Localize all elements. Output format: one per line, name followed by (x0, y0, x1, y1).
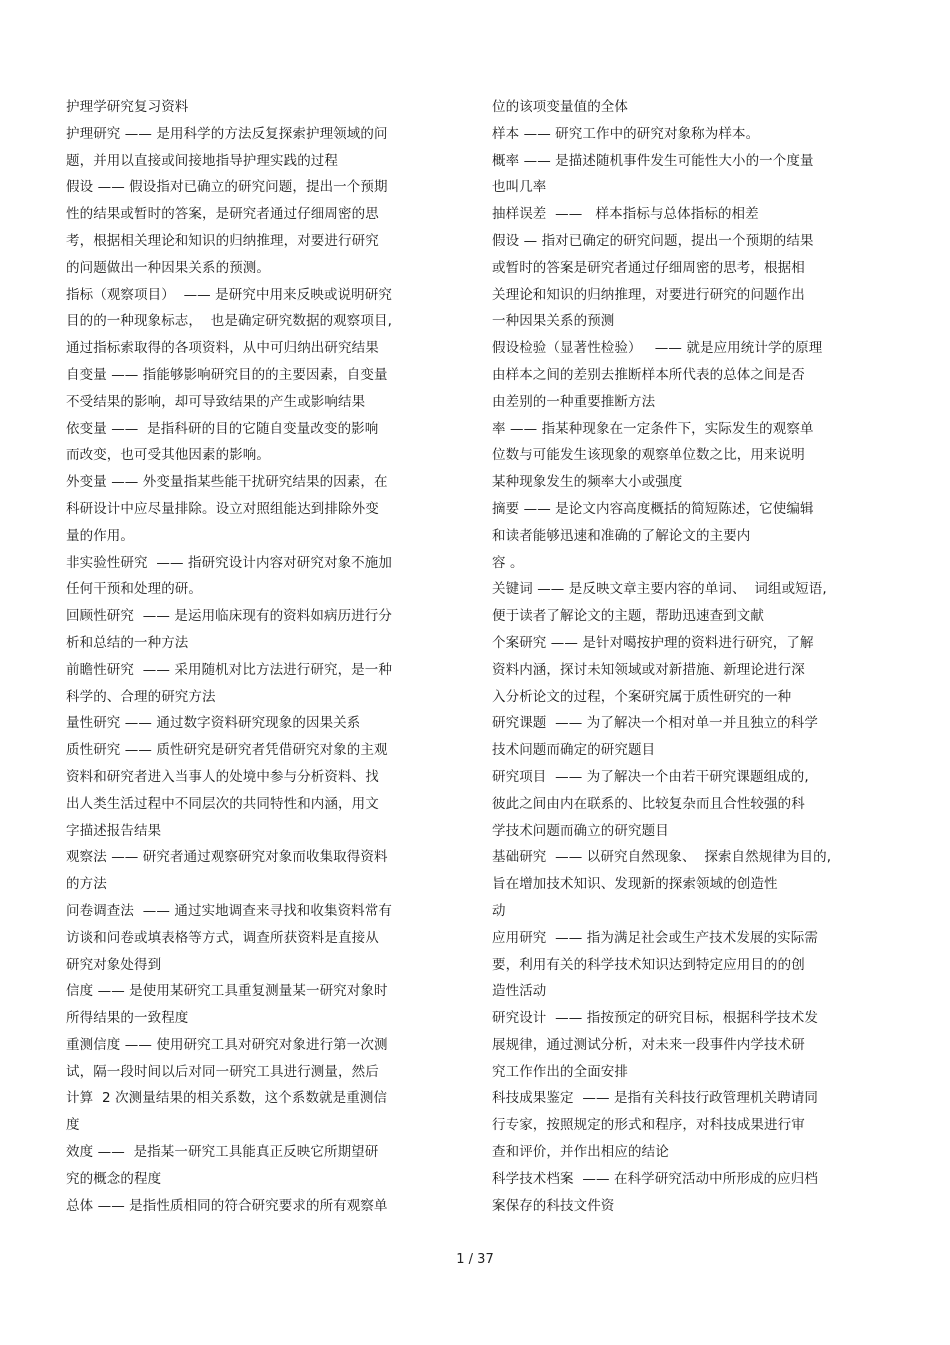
right-column-line: 位的该项变量值的全体 (492, 99, 628, 115)
right-column-line: 一种因果关系的预测 (492, 313, 615, 330)
right-column-line: 关理论和知识的归纳推理，对要进行研究的问题作出 (492, 286, 805, 303)
right-column-line: 查和评价，并作出相应的结论 (492, 1144, 669, 1161)
left-column-line: 前瞻性研究 —— 采用随机对比方法进行研究，是一种 (66, 661, 392, 678)
left-column-line: 量性研究 —— 通过数字资料研究现象的因果关系 (66, 715, 361, 732)
left-column-line: 依变量 —— 是指科研的目的它随自变量改变的影响 (66, 420, 379, 437)
right-column-line: 资料内涵，探讨未知领域或对新措施、新理论进行深 (492, 661, 805, 678)
left-text-column (66, 94, 436, 1219)
left-column-line: 的方法 (66, 876, 107, 893)
left-column-line: 题，并用以直接或间接地指导护理实践的过程 (66, 152, 338, 169)
page-number: 1 / 37 (456, 1252, 494, 1267)
left-column-line: 护理研究 —— 是用科学的方法反复探索护理领域的问 (66, 125, 388, 142)
left-column-line: 回顾性研究 —— 是运用临床现有的资料如病历进行分 (66, 608, 392, 625)
left-column-line: 自变量 —— 指能够影响研究目的的主要因素，自变量 (66, 366, 388, 383)
left-column-line: 指标（观察项目） —— 是研究中用来反映或说明研究 (66, 286, 392, 303)
right-column-line: 造性活动 (492, 983, 547, 1000)
left-column-line: 质性研究 —— 质性研究是研究者凭借研究对象的主观 (66, 742, 388, 759)
left-column-line: 试，隔一段时间以后对同一研究工具进行测量，然后 (66, 1063, 379, 1080)
right-column-line: 摘要 —— 是论文内容高度概括的简短陈述，它使编辑 (492, 500, 814, 517)
right-column-line: 科学技术档案 —— 在科学研究活动中所形成的应归档 (492, 1170, 818, 1187)
right-column-line: 由差别的一种重要推断方法 (492, 393, 656, 410)
left-column-line: 考，根据相关理论和知识的归纳推理，对要进行研究 (66, 232, 379, 249)
right-column-line: 容 。 (492, 554, 524, 571)
left-column-line: 的问题做出一种因果关系的预测。 (66, 259, 270, 276)
right-column-line: 假设 — 指对已确定的研究问题，提出一个预期的结果 (492, 232, 814, 249)
right-column-line: 也叫几率 (492, 179, 547, 196)
right-column-line: 假设检验（显著性检验） —— 就是应用统计学的原理 (492, 340, 823, 357)
right-column-line: 研究项目 —— 为了解决一个由若干研究课题组成的, (492, 768, 809, 785)
left-column-line: 访谈和问卷或填表格等方式，调查所获资料是直接从 (66, 929, 379, 946)
left-column-line: 所得结果的一致程度 (66, 1010, 189, 1027)
right-column-line: 抽样误差 —— 样本指标与总体指标的相差 (492, 206, 759, 223)
right-column-line: 入分析论文的过程，个案研究属于质性研究的一种 (492, 688, 792, 705)
right-column-line: 研究设计 —— 指按预定的研究目标，根据科学技术发 (492, 1010, 818, 1027)
right-column-line: 某种现象发生的频率大小或强度 (492, 474, 683, 491)
left-column-line: 观察法 —— 研究者通过观察研究对象而收集取得资料 (66, 849, 388, 866)
right-column-line: 科技成果鉴定 —— 是指有关科技行政管理机关聘请同 (492, 1090, 818, 1107)
left-column-line: 而改变，也可受其他因素的影响。 (66, 447, 270, 464)
right-column-line: 应用研究 —— 指为满足社会或生产技术发展的实际需 (492, 929, 818, 946)
left-column-line: 度 (66, 1117, 80, 1134)
right-column-line: 究工作作出的全面安排 (492, 1063, 628, 1080)
left-column-line: 重测信度 —— 使用研究工具对研究对象进行第一次测 (66, 1036, 388, 1053)
right-column-line: 关键词 —— 是反映文章主要内容的单词、 词组或短语, (492, 581, 827, 598)
right-column-line: 概率 —— 是描述随机事件发生可能性大小的一个度量 (492, 152, 814, 169)
right-column-line: 或暂时的答案是研究者通过仔细周密的思考，根据相 (492, 259, 805, 276)
left-column-line: 任何干预和处理的研。 (66, 581, 202, 598)
left-column-line: 假设 —— 假设指对已确立的研究问题，提出一个预期 (66, 179, 388, 196)
left-column-line: 信度 —— 是使用某研究工具重复测量某一研究对象时 (66, 983, 388, 1000)
right-column-line: 研究课题 —— 为了解决一个相对单一并且独立的科学 (492, 715, 818, 732)
left-column-line: 问卷调查法 —— 通过实地调查来寻找和收集资料常有 (66, 902, 392, 919)
right-column-line: 位数与可能发生该现象的观察单位数之比，用来说明 (492, 447, 805, 464)
right-column-line: 展规律，通过测试分析，对未来一段事件内学技术研 (492, 1036, 805, 1053)
right-column-line: 个案研究 —— 是针对噶按护理的资料进行研究，了解 (492, 634, 814, 651)
right-text-column (492, 94, 882, 1219)
right-column-line: 要，利用有关的科学技术知识达到特定应用目的的创 (492, 956, 805, 973)
left-column-line: 出人类生活过程中不同层次的共同特性和内涵，用文 (66, 795, 379, 812)
right-column-line: 便于读者了解论文的主题，帮助迅速查到文献 (492, 608, 764, 625)
left-column-line: 护理学研究复习资料 (66, 99, 189, 115)
right-column-line: 样本 —— 研究工作中的研究对象称为样本。 (492, 125, 760, 142)
left-column-line: 字描述报告结果 (66, 822, 162, 839)
left-column-line: 研究对象处得到 (66, 956, 162, 973)
right-column-line: 案保存的科技文件资 (492, 1197, 615, 1214)
left-column-line: 通过指标索取得的各项资料，从中可归纳出研究结果 (66, 340, 379, 357)
right-column-line: 行专家，按照规定的形式和程序，对科技成果进行审 (492, 1117, 805, 1134)
left-column-line: 目的的一种现象标志， 也是确定研究数据的观察项目, (66, 313, 392, 330)
left-column-line: 非实验性研究 —— 指研究设计内容对研究对象不施加 (66, 554, 392, 571)
left-column-line: 科研设计中应尽量排除。设立对照组能达到排除外变 (66, 500, 379, 517)
right-column-line: 动 (492, 902, 506, 919)
right-column-line: 技术问题而确定的研究题目 (492, 742, 656, 759)
left-column-line: 外变量 —— 外变量指某些能干扰研究结果的因素，在 (66, 474, 388, 491)
right-column-line: 学技术问题而确立的研究题目 (492, 822, 669, 839)
left-column-line: 效度 —— 是指某一研究工具能真正反映它所期望研 (66, 1144, 379, 1161)
right-column-line: 彼此之间由内在联系的、比较复杂而且合性较强的科 (492, 795, 805, 812)
right-column-line: 旨在增加技术知识、发现新的探索领域的创造性 (492, 876, 778, 893)
right-column-line: 基础研究 —— 以研究自然现象、 探索自然规律为目的, (492, 849, 832, 866)
left-column-line: 计算 2 次测量结果的相关系数，这个系数就是重测信 (66, 1090, 388, 1107)
left-column-line: 总体 —— 是指性质相同的符合研究要求的所有观察单 (66, 1197, 388, 1214)
left-column-line: 究的概念的程度 (66, 1170, 162, 1187)
left-column-line: 不受结果的影响，却可导致结果的产生或影响结果 (66, 393, 366, 410)
left-column-line: 科学的、合理的研究方法 (66, 688, 216, 705)
right-column-line: 率 —— 指某种现象在一定条件下，实际发生的观察单 (492, 420, 814, 437)
left-column-line: 资料和研究者进入当事人的处境中参与分析资料、找 (66, 768, 379, 785)
right-column-line: 和读者能够迅速和准确的了解论文的主要内 (492, 527, 751, 544)
right-column-line: 由样本之间的差别去推断样本所代表的总体之间是否 (492, 366, 805, 383)
left-column-line: 析和总结的一种方法 (66, 634, 189, 651)
left-column-line: 性的结果或暂时的答案，是研究者通过仔细周密的思 (66, 206, 379, 223)
left-column-line: 量的作用。 (66, 527, 134, 544)
